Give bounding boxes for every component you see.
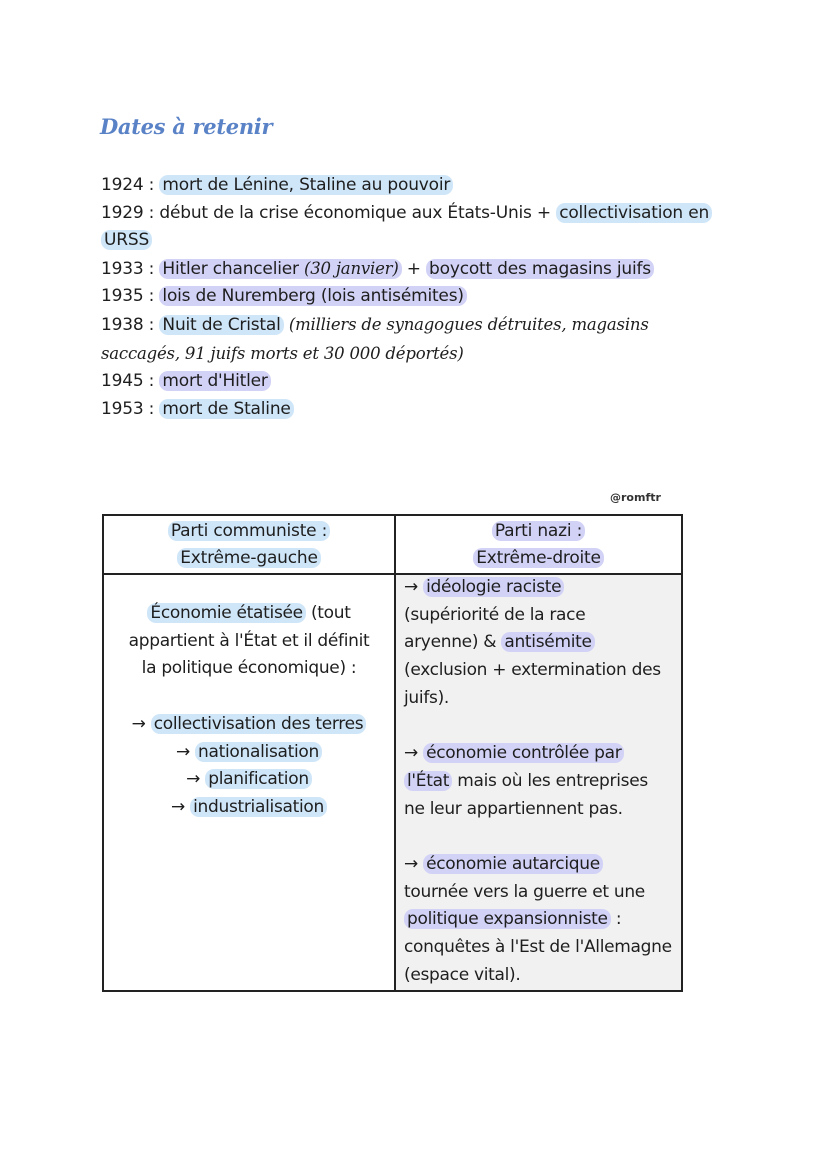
header-communist: [104, 518, 394, 572]
cell-highlight: économie contrôlée par: [423, 743, 624, 763]
year-label: 1929 :: [101, 202, 155, 223]
event-text: mort de Lénine, Staline au pouvoir: [159, 175, 453, 195]
page-title: Dates à retenir: [100, 114, 273, 139]
date-1953: [101, 396, 741, 424]
date-1929: [101, 200, 741, 228]
event-highlight: Hitler chancelier (30 janvier): [159, 259, 401, 279]
author-credit: @romftr: [610, 491, 661, 504]
cell-text: tournée vers la guerre et une: [404, 881, 645, 902]
event-text: mort de Staline: [159, 399, 293, 419]
arrow-icon: →: [186, 769, 201, 790]
cell-highlight: idéologie raciste: [423, 577, 564, 597]
date-1945: [101, 368, 741, 396]
arrow-icon: →: [175, 741, 190, 762]
cell-text: (supériorité de la race: [404, 604, 586, 625]
cell-highlight: Économie étatisée: [147, 603, 305, 623]
year-label: 1945 :: [101, 371, 155, 392]
list-item: nationalisation: [195, 742, 322, 762]
event-text: début de la crise économique aux États-Unis +: [159, 202, 551, 223]
cell-text: (exclusion + extermination des: [404, 660, 661, 681]
year-label: 1933 :: [101, 258, 155, 279]
arrow-icon: →: [171, 796, 185, 817]
date-1933: [101, 255, 741, 284]
year-label: 1953 :: [101, 398, 155, 419]
year-label: 1938 :: [101, 314, 155, 335]
list-item: planification: [205, 769, 312, 789]
communist-cell: [104, 600, 394, 822]
cell-text: mais où les entreprises: [457, 770, 648, 791]
event-highlight: boycott des magasins juifs: [426, 259, 654, 279]
nazi-cell: [404, 574, 682, 990]
header-title: Parti nazi :: [492, 521, 585, 541]
header-subtitle: Extrême-droite: [473, 548, 604, 568]
event-text: lois de Nuremberg (lois antisémites): [159, 286, 466, 306]
year-label: 1924 :: [101, 175, 155, 195]
header-nazi: [396, 518, 681, 572]
year-label: 1935 :: [101, 286, 155, 307]
cell-text: :: [615, 909, 622, 930]
arrow-icon: →: [404, 854, 418, 874]
cell-highlight: économie autarcique: [423, 854, 603, 874]
list-item: collectivisation des terres: [151, 714, 367, 734]
event-highlight: collectivisation en: [556, 203, 712, 223]
cell-highlight: l'État: [404, 771, 452, 791]
event-highlight: URSS: [101, 230, 152, 250]
date-1929-cont: [101, 227, 741, 255]
event-detail: saccagés, 91 juifs morts et 30 000 déportés): [101, 343, 464, 363]
cell-text: juifs).: [404, 687, 449, 708]
comparison-table: [102, 514, 683, 992]
date-1935: [101, 283, 741, 311]
event-highlight: Nuit de Cristal: [159, 315, 283, 335]
date-1924: [101, 172, 741, 200]
cell-text: aryenne) &: [404, 632, 497, 653]
event-detail: (milliers de synagogues détruites, magasins: [288, 314, 649, 334]
cell-text: (tout: [310, 603, 351, 623]
column-divider: [394, 516, 396, 990]
date-1938-cont: [101, 340, 741, 369]
cell-highlight: antisémite: [501, 632, 594, 652]
cell-text: ne leur appartiennent pas.: [404, 798, 623, 819]
arrow-icon: →: [131, 713, 146, 734]
arrow-icon: →: [404, 743, 418, 764]
cell-text: (espace vital).: [404, 964, 521, 985]
cell-text: conquêtes à l'Est de l'Allemagne: [404, 937, 672, 958]
cell-text: la politique économique) :: [141, 658, 357, 679]
cell-text: appartient à l'État et il définit: [128, 630, 370, 651]
header-subtitle: Extrême-gauche: [177, 548, 320, 568]
dates-list: [101, 172, 741, 423]
cell-highlight: politique expansionniste: [404, 909, 611, 929]
list-item: industrialisation: [190, 797, 327, 817]
date-1938: [101, 311, 741, 340]
event-text: mort d'Hitler: [159, 371, 270, 391]
arrow-icon: →: [404, 577, 418, 597]
plus-sign: +: [406, 258, 421, 279]
header-title: Parti communiste :: [168, 521, 330, 541]
